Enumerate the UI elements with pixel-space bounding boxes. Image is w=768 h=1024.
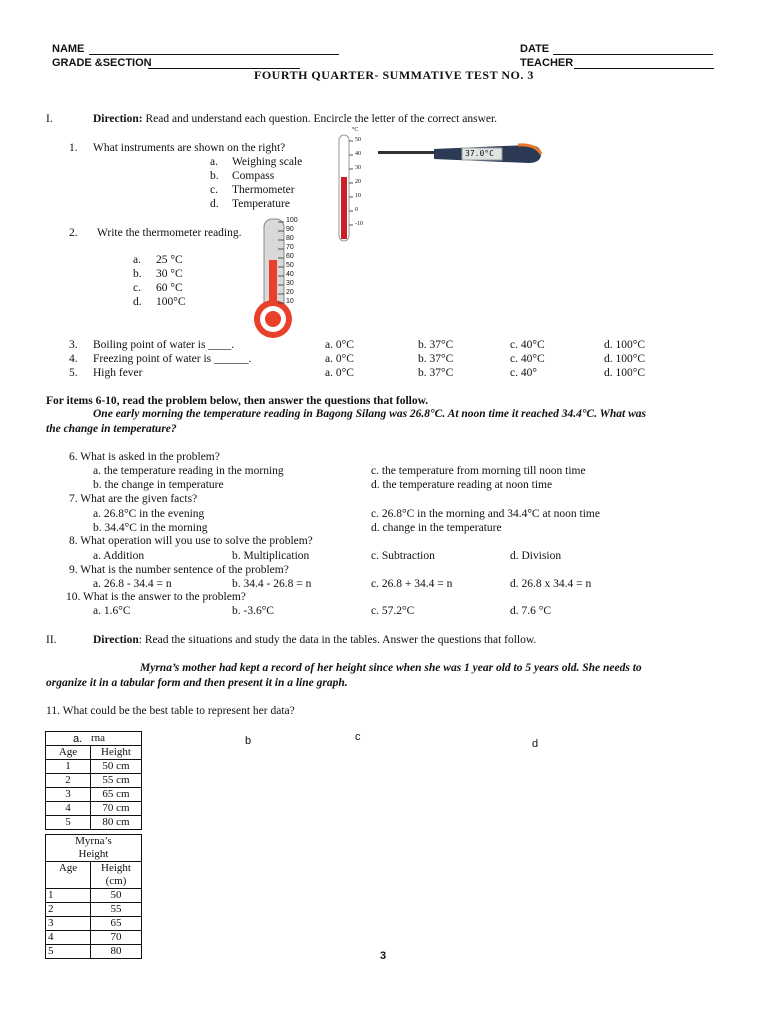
table-row [46, 802, 142, 816]
page-number: 3 [380, 950, 387, 962]
q4-text: Freezing point of water is ______. [93, 353, 252, 365]
q9-option-d: d. 26.8 x 34.4 = n [510, 578, 592, 590]
table-cell: 5 [46, 816, 91, 830]
q10-option-b: b. -3.6°C [232, 605, 274, 617]
table-cell: 65 cm [91, 788, 142, 802]
q4-option-a: a. 0°C [325, 353, 354, 365]
q4-option-b: b. 37°C [418, 353, 454, 365]
situation-line-2: organize it in a tabular form and then present it in a line graph. [46, 677, 348, 689]
direction-text: Read and understand each question. Encircle the letter of the correct answer. [142, 113, 498, 125]
table-cell: 1 [46, 760, 91, 774]
table-a-title: rna [46, 732, 142, 746]
problem-line-1: One early morning the temperature reading in Bagong Silang was 26.8°C. At noon time it reached 34.4°C. What was [93, 408, 646, 420]
page-title: FOURTH QUARTER- SUMMATIVE TEST NO. 3 [254, 68, 534, 82]
table-row [46, 760, 142, 774]
q1-option-b-letter: b. [210, 170, 219, 182]
table-b-title [46, 835, 142, 862]
part1-numeral: I. [46, 113, 53, 125]
thermometer-1-tick: 0 [355, 207, 358, 213]
table-cell: 5 [46, 945, 91, 959]
q1-option-a-letter: a. [210, 156, 218, 168]
q5-option-d: d. 100°C [604, 367, 646, 379]
table-b-header-height [91, 862, 142, 889]
q10-option-d: d. 7.6 °C [510, 605, 552, 617]
table-b-title-line-1: Myrna’s [75, 835, 112, 847]
table-row [46, 862, 142, 889]
thermometer-2-tick: 80 [286, 235, 294, 242]
q3-option-c: c. 40°C [510, 339, 545, 351]
q4-option-d: d. 100°C [604, 353, 646, 365]
table-cell: 55 [91, 903, 142, 917]
thermometer-2-tick: 100 [286, 217, 298, 224]
part2-numeral: II. [46, 634, 57, 646]
thermometer-2-tick: 10 [286, 298, 294, 305]
q6-text: 6. What is asked in the problem? [69, 451, 220, 463]
q11-text: 11. What could be the best table to represent her data? [46, 705, 295, 717]
grade-label: GRADE &SECTION [52, 57, 152, 69]
q2-option-a: 25 °C [156, 254, 183, 266]
thermometer-2-tick: 60 [286, 253, 294, 260]
table-cell: 65 [91, 917, 142, 931]
thermometer-2-tick: 90 [286, 226, 294, 233]
name-line [89, 54, 339, 55]
table-cell: 70 cm [91, 802, 142, 816]
thermometer-2-tick: 30 [286, 280, 294, 287]
name-label: NAME [52, 43, 85, 55]
q6-option-c: c. the temperature from morning till noon time [371, 465, 586, 477]
q9-option-b: b. 34.4 - 26.8 = n [232, 578, 312, 590]
table-row [46, 917, 142, 931]
q9-option-a: a. 26.8 - 34.4 = n [93, 578, 172, 590]
q5-option-c: c. 40° [510, 367, 537, 379]
q2-text: Write the thermometer reading. [97, 227, 242, 239]
table-cell: 4 [46, 802, 91, 816]
thermometer-2-tick: 20 [286, 289, 294, 296]
q3-option-d: d. 100°C [604, 339, 646, 351]
q2-option-a-letter: a. [133, 254, 141, 266]
table-cell: 70 [91, 931, 142, 945]
q11-label-d: d [532, 738, 539, 750]
q7-option-d: d. change in the temperature [371, 522, 502, 534]
q1-option-b: Compass [232, 170, 275, 182]
q9-option-c: c. 26.8 + 34.4 = n [371, 578, 453, 590]
q2-number: 2. [69, 227, 78, 239]
situation-line-1: Myrna’s mother had kept a record of her height since when she was 1 year old to 5 years old. She needs to [140, 662, 642, 674]
digital-thermometer-display: 37.0°C [465, 149, 494, 158]
table-row [46, 835, 142, 862]
table-row [46, 816, 142, 830]
table-b [45, 834, 142, 959]
q2-option-b: 30 °C [156, 268, 183, 280]
table-cell: 80 [91, 945, 142, 959]
table-cell: 1 [46, 889, 91, 903]
q11-label-a: a. [73, 733, 83, 745]
table-row [46, 945, 142, 959]
q2-option-d-letter: d. [133, 296, 142, 308]
table-b-header-age: Age [46, 862, 91, 889]
q7-option-a: a. 26.8°C in the evening [93, 508, 205, 520]
problem-intro: For items 6-10, read the problem below, then answer the questions that follow. [46, 395, 429, 407]
date-line [553, 54, 713, 55]
thermometer-2-tick: 70 [286, 244, 294, 251]
thermometer-1-icon [331, 127, 371, 245]
table-row [46, 903, 142, 917]
teacher-line [574, 68, 714, 69]
table-b-title-line-2: Height [78, 848, 109, 860]
part2-direction-text: : Read the situations and study the data in the tables. Answer the questions that follow. [138, 634, 537, 646]
thermometer-1-tick: -10 [355, 221, 363, 227]
table-cell: 3 [46, 788, 91, 802]
q5-number: 5. [69, 367, 78, 379]
table-cell: 50 [91, 889, 142, 903]
digital-thermometer-icon [378, 140, 544, 170]
part2-direction [93, 634, 536, 646]
q8-option-c: c. Subtraction [371, 550, 435, 562]
q3-option-a: a. 0°C [325, 339, 354, 351]
table-b-header-unit: (cm) [105, 875, 127, 887]
thermometer-1-tick: 50 [355, 137, 361, 143]
date-label: DATE [520, 43, 550, 55]
q5-text: High fever [93, 367, 143, 379]
thermometer-1-tick: 40 [355, 151, 361, 157]
q3-option-b: b. 37°C [418, 339, 454, 351]
q1-option-c-letter: c. [210, 184, 218, 196]
thermometer-1-tick: 20 [355, 179, 361, 185]
direction-label: Direction: [93, 113, 143, 125]
thermometer-1-tick: 30 [355, 165, 361, 171]
table-a-header-age: Age [46, 746, 91, 760]
q5-option-b: b. 37°C [418, 367, 454, 379]
q7-option-c: c. 26.8°C in the morning and 34.4°C at noon time [371, 508, 600, 520]
q1-option-c: Thermometer [232, 184, 295, 196]
q9-text: 9. What is the number sentence of the problem? [69, 564, 289, 576]
q10-option-c: c. 57.2°C [371, 605, 415, 617]
thermometer-1-unit: °C [352, 127, 359, 133]
q11-label-b: b [245, 735, 252, 747]
q2-option-d: 100°C [156, 296, 186, 308]
problem-line-2: the change in temperature? [46, 423, 177, 435]
q8-text: 8. What operation will you use to solve the problem? [69, 535, 313, 547]
table-row [46, 774, 142, 788]
q2-option-c: 60 °C [156, 282, 183, 294]
thermometer-2-icon [250, 215, 302, 340]
q2-option-b-letter: b. [133, 268, 142, 280]
q1-option-d: Temperature [232, 198, 290, 210]
table-row [46, 931, 142, 945]
q7-text: 7. What are the given facts? [69, 493, 198, 505]
q8-option-b: b. Multiplication [232, 550, 310, 562]
q10-text: 10. What is the answer to the problem? [66, 591, 246, 603]
q6-option-d: d. the temperature reading at noon time [371, 479, 553, 491]
q3-text: Boiling point of water is ____. [93, 339, 235, 351]
q6-option-a: a. the temperature reading in the morning [93, 465, 284, 477]
q4-number: 4. [69, 353, 78, 365]
table-row [46, 788, 142, 802]
table-b-header-height-label: Height [101, 862, 131, 874]
table-cell: 50 cm [91, 760, 142, 774]
q2-option-c-letter: c. [133, 282, 141, 294]
thermometer-2-tick: 50 [286, 262, 294, 269]
table-row [46, 889, 142, 903]
table-row [46, 746, 142, 760]
thermometer-1-tick: 10 [355, 193, 361, 199]
thermometer-2 [250, 215, 302, 340]
teacher-label: TEACHER [520, 57, 574, 69]
digital-thermometer [378, 140, 544, 170]
q4-option-c: c. 40°C [510, 353, 545, 365]
table-cell: 4 [46, 931, 91, 945]
table-a [45, 731, 142, 830]
part2-direction-label: Direction [93, 634, 139, 646]
table-cell: 2 [46, 774, 91, 788]
q1-text: What instruments are shown on the right? [93, 142, 286, 154]
q1-option-a: Weighing scale [232, 156, 303, 168]
q7-option-b: b. 34.4°C in the morning [93, 522, 208, 534]
table-a-header-height: Height [91, 746, 142, 760]
q11-label-c: c [355, 731, 361, 743]
q1-number: 1. [69, 142, 78, 154]
q5-option-a: a. 0°C [325, 367, 354, 379]
part1-direction [93, 113, 497, 125]
q3-number: 3. [69, 339, 78, 351]
q8-option-a: a. Addition [93, 550, 145, 562]
table-cell: 3 [46, 917, 91, 931]
thermometer-1 [331, 127, 371, 245]
q8-option-d: d. Division [510, 550, 562, 562]
table-cell: 80 cm [91, 816, 142, 830]
q1-option-d-letter: d. [210, 198, 219, 210]
table-cell: 55 cm [91, 774, 142, 788]
table-cell: 2 [46, 903, 91, 917]
table-row [46, 732, 142, 746]
q6-option-b: b. the change in temperature [93, 479, 224, 491]
q10-option-a: a. 1.6°C [93, 605, 131, 617]
thermometer-2-tick: 40 [286, 271, 294, 278]
